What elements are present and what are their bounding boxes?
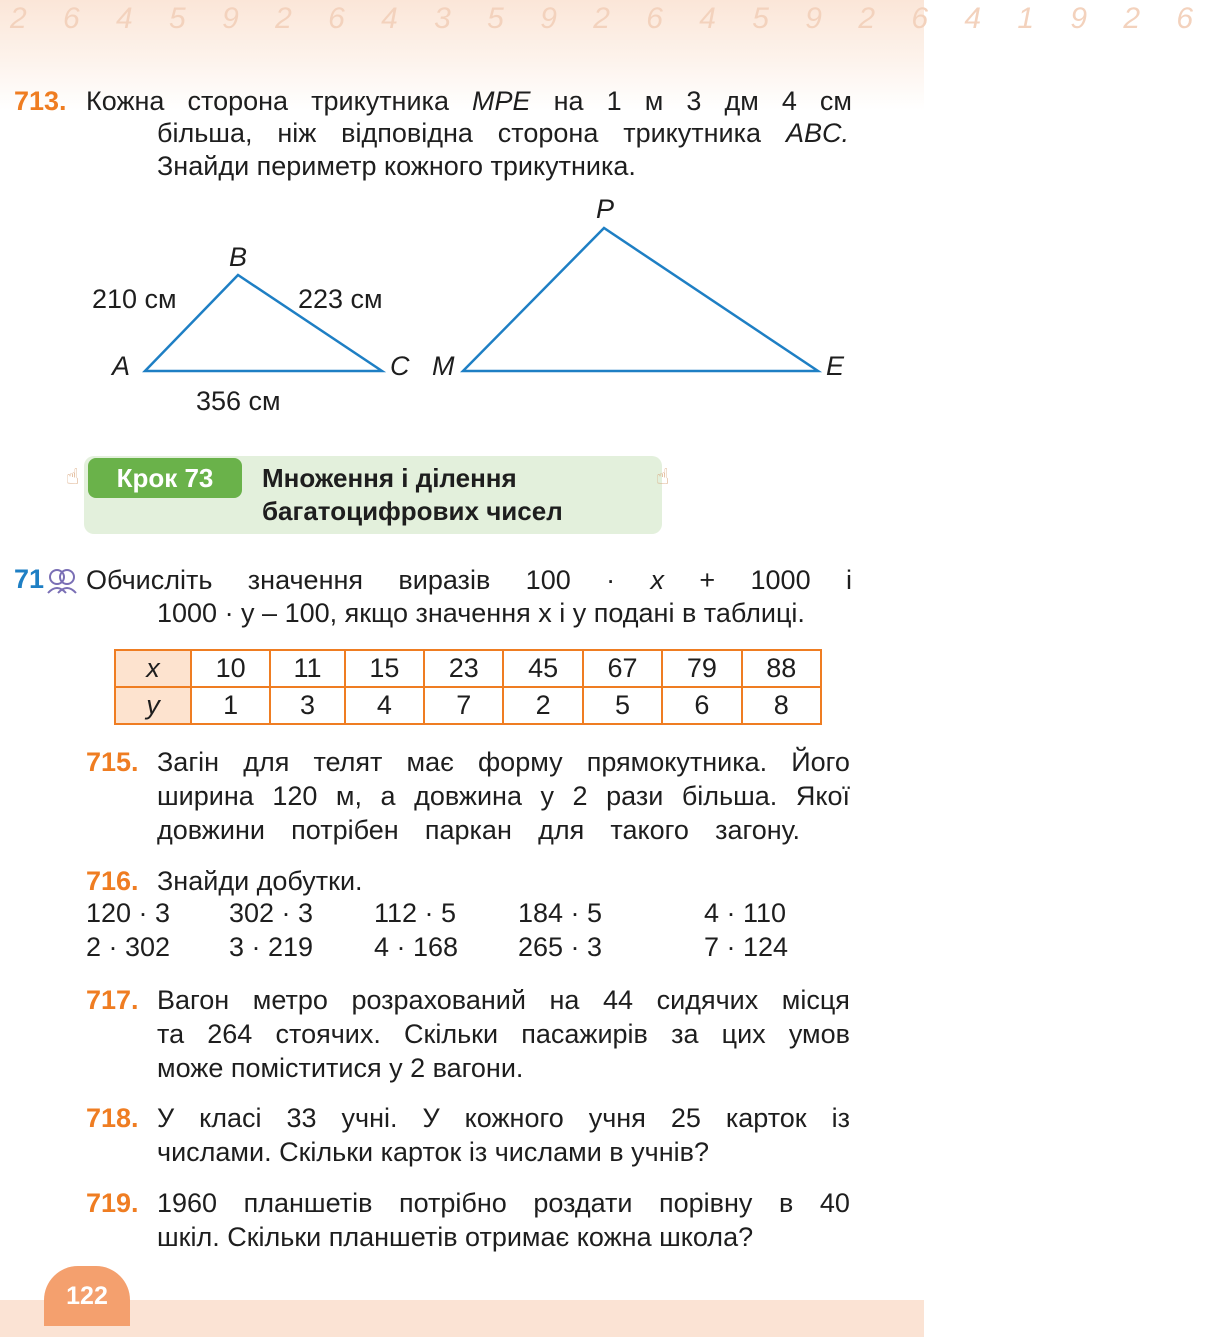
problem-714-number: 71: [14, 564, 45, 594]
word: виразів: [398, 565, 491, 595]
word: учні.: [341, 1103, 398, 1133]
word: 3: [686, 86, 702, 116]
word: пасажирів: [521, 1019, 648, 1049]
word: а: [380, 781, 396, 811]
word: кожного: [464, 1103, 564, 1133]
table-cell: 3: [270, 687, 344, 724]
table-cell: 6: [662, 687, 741, 724]
word: планшетів: [243, 1188, 373, 1218]
word: роздати: [533, 1188, 633, 1218]
product-expr: 7 · 124: [704, 932, 789, 962]
problem-713-line3: Знайди периметр кожного трикутника.: [157, 151, 636, 181]
table-row-x: [115, 650, 821, 687]
word: відповідна: [341, 118, 473, 148]
problem-713-line2: [157, 116, 849, 150]
word: потрібен: [291, 815, 399, 845]
table-cell: 15: [345, 650, 424, 687]
bottom-decor-band: [0, 1300, 924, 1337]
vertex-c-label: C: [390, 351, 410, 381]
word: 2: [572, 781, 588, 811]
word: 4: [781, 86, 797, 116]
word: 264: [207, 1019, 253, 1049]
problem-718-line2: числами. Скільки карток із числами в учнів?: [157, 1137, 709, 1167]
table-cell: 23: [424, 650, 503, 687]
word: сидячих: [656, 985, 759, 1015]
word: 120: [272, 781, 318, 811]
vertex-a-label: A: [112, 351, 131, 381]
table-header-y: y: [115, 687, 191, 724]
word: довжина: [414, 781, 522, 811]
word: ABC.: [785, 118, 849, 148]
word: трикутника: [311, 86, 449, 116]
vertex-b-label: B: [229, 242, 248, 272]
problem-717-line3: може поміститися у 2 вагони.: [157, 1053, 524, 1083]
word: рази: [606, 781, 664, 811]
word: x: [650, 565, 664, 595]
word: MPE: [472, 86, 531, 116]
pair-work-icon: [46, 566, 78, 596]
table-cell: 45: [503, 650, 582, 687]
word: порівну: [659, 1188, 753, 1218]
table-cell: 11: [270, 650, 344, 687]
word: м,: [335, 781, 362, 811]
word: Вагон: [157, 985, 230, 1015]
word: для: [538, 815, 585, 845]
word: 1960: [157, 1188, 218, 1218]
word: класі: [199, 1103, 262, 1133]
problem-716-title: Знайди добутки.: [157, 866, 363, 896]
word: у: [540, 781, 554, 811]
right-hand-icon: ☝: [656, 464, 670, 489]
problem-719-number: 719.: [86, 1188, 139, 1218]
word: 40: [819, 1188, 850, 1218]
word: значення: [247, 565, 364, 595]
vertex-m-label: M: [432, 351, 455, 381]
product-expr: 2 · 302: [86, 932, 171, 962]
vertex-e-label: E: [826, 351, 845, 381]
word: Скільки: [404, 1019, 499, 1049]
word: трикутника: [623, 118, 762, 148]
problem-718-line1: [157, 1101, 850, 1135]
product-expr: 3 · 219: [229, 932, 314, 962]
problem-715-line2: [157, 779, 850, 813]
word: метро: [252, 985, 328, 1015]
word: 25: [670, 1103, 701, 1133]
table-cell: 7: [424, 687, 503, 724]
word: У: [422, 1103, 440, 1133]
table-cell: 67: [583, 650, 662, 687]
table-cell: 10: [191, 650, 270, 687]
word: У: [157, 1103, 175, 1133]
problem-715-line3: [157, 813, 800, 847]
word: місця: [781, 985, 850, 1015]
word: та: [157, 1019, 185, 1049]
vertex-p-label: P: [596, 194, 615, 224]
word: стоячих.: [275, 1019, 381, 1049]
word: для: [243, 747, 290, 777]
side-ab-label: 210 см: [92, 284, 177, 314]
word: ширина: [157, 781, 254, 811]
word: ·: [606, 565, 616, 595]
word: сторона: [187, 86, 289, 116]
word: 44: [603, 985, 634, 1015]
decorative-digits: 2 6 4 5 9 2 6 4 3 5 9 2 6 4 5 9 2 6 4 1 9 2 6: [10, 2, 1207, 35]
side-bc-label: 223 см: [298, 284, 383, 314]
word: Обчисліть: [86, 565, 213, 595]
word: цих: [721, 1019, 766, 1049]
table-cell: 2: [503, 687, 582, 724]
problem-715-number: 715.: [86, 747, 139, 777]
left-hand-icon: ☝: [66, 464, 80, 489]
word: за: [671, 1019, 699, 1049]
word: загону.: [715, 815, 800, 845]
word: телят: [313, 747, 383, 777]
side-ac-label: 356 см: [196, 386, 281, 416]
problem-715-line1: [157, 745, 850, 779]
word: см: [819, 86, 852, 116]
word: на: [553, 86, 584, 116]
word: більша,: [157, 118, 253, 148]
problem-717-line1: [157, 983, 850, 1017]
product-expr: 112 · 5: [374, 898, 457, 928]
problem-714-line1: [86, 563, 852, 597]
word: 33: [286, 1103, 317, 1133]
word: має: [406, 747, 454, 777]
word: Його: [791, 747, 850, 777]
word: учня: [588, 1103, 646, 1133]
word: більша.: [681, 781, 778, 811]
problem-713-number: 713.: [14, 86, 67, 116]
triangle-mpe: [463, 228, 818, 371]
word: 100: [525, 565, 571, 595]
word: дм: [724, 86, 759, 116]
word: Якої: [795, 781, 850, 811]
table-cell: 79: [662, 650, 741, 687]
word: ніж: [277, 118, 317, 148]
product-expr: 265 · 3: [518, 932, 603, 962]
word: карток: [725, 1103, 807, 1133]
word: в: [778, 1188, 794, 1218]
word: м: [644, 86, 664, 116]
table-cell: 88: [742, 650, 821, 687]
problem-714-line2: 1000 · y – 100, якщо значення x і y подані в таблиці.: [157, 598, 805, 628]
page-number: 122: [44, 1266, 130, 1326]
problem-718-number: 718.: [86, 1103, 139, 1133]
word: на: [549, 985, 580, 1015]
word: довжини: [157, 815, 265, 845]
word: +: [699, 565, 716, 595]
word: розрахований: [351, 985, 526, 1015]
problem-719-line1: [157, 1186, 850, 1220]
word: такого: [610, 815, 689, 845]
word: умов: [788, 1019, 850, 1049]
word: 1: [606, 86, 622, 116]
word: 1000: [750, 565, 811, 595]
word: із: [831, 1103, 850, 1133]
table-row-y: [115, 687, 821, 724]
problem-713-line1: [86, 84, 852, 118]
problem-717-number: 717.: [86, 985, 139, 1015]
values-table: [114, 649, 822, 725]
product-expr: 184 · 5: [518, 898, 603, 928]
product-expr: 302 · 3: [229, 898, 314, 928]
word: і: [845, 565, 852, 595]
table-cell: 4: [345, 687, 424, 724]
problem-716-number: 716.: [86, 866, 139, 896]
table-header-x: x: [115, 650, 191, 687]
word: сторона: [497, 118, 599, 148]
product-expr: 4 · 110: [704, 898, 787, 928]
table-cell: 8: [742, 687, 821, 724]
word: прямокутника.: [586, 747, 768, 777]
step-title: Множення і ділення багатоцифрових чисел: [262, 463, 563, 526]
word: Загін: [157, 747, 220, 777]
table-cell: 1: [191, 687, 270, 724]
problem-717-line2: [157, 1017, 850, 1051]
word: форму: [477, 747, 563, 777]
step-tag: Крок 73: [88, 458, 242, 498]
product-expr: 4 · 168: [374, 932, 459, 962]
word: паркан: [424, 815, 512, 845]
word: потрібно: [398, 1188, 507, 1218]
product-expr: 120 · 3: [86, 898, 171, 928]
word: Кожна: [86, 86, 165, 116]
table-cell: 5: [583, 687, 662, 724]
problem-719-line2: шкіл. Скільки планшетів отримає кожна школа?: [157, 1222, 754, 1252]
